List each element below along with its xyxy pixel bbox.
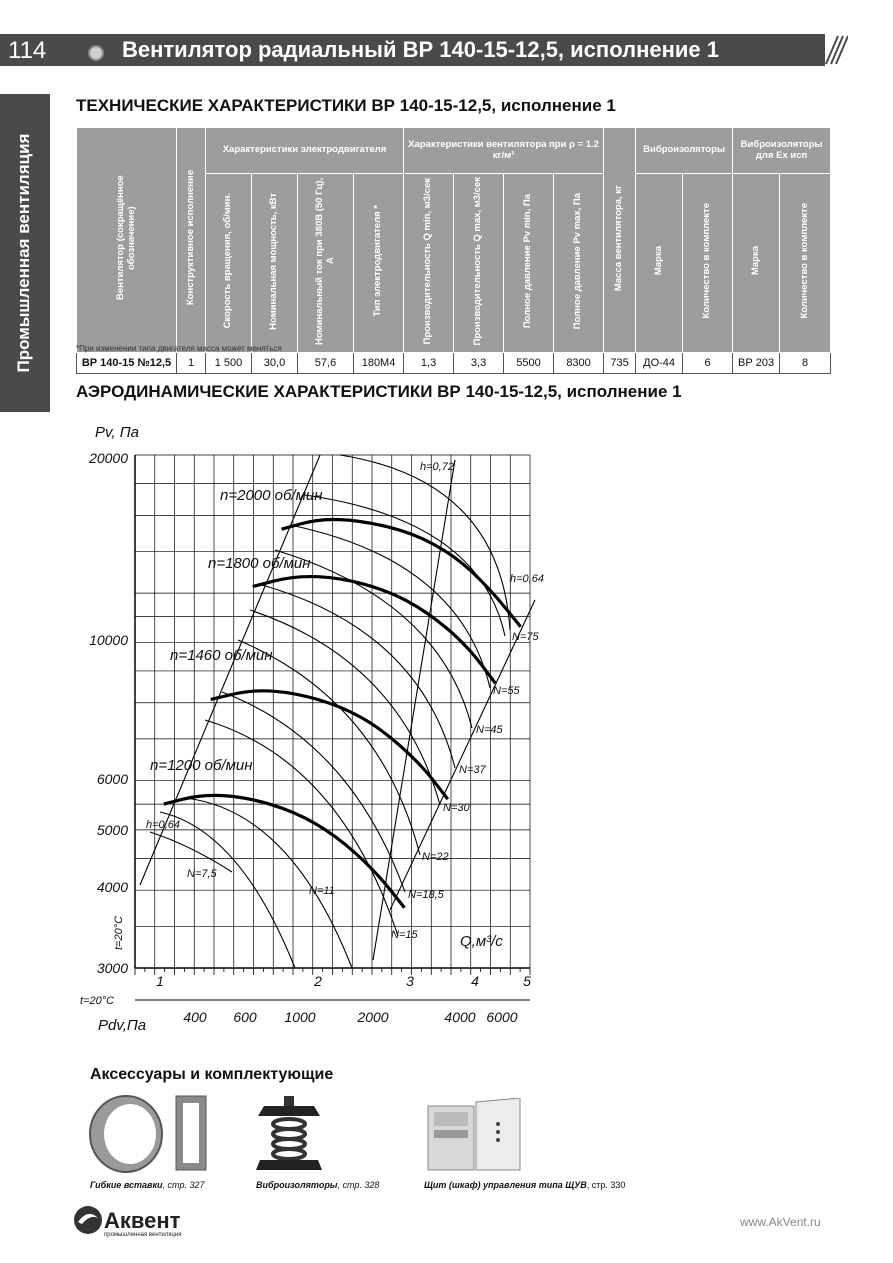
table-cell: ДО-44 [636,352,683,373]
table-cell: ВР 203 [733,352,780,373]
efficiency-label: h=0,64 [510,573,544,585]
power-label: N=37 [459,764,486,776]
power-label: N=11 [309,885,335,897]
specs-table [76,127,831,374]
x-tick-label: 3 [406,973,414,989]
speed-label: n=1200 об/мин [150,757,253,774]
side-tab-label: Промышленная вентиляция [14,133,33,373]
power-label: N=30 [443,802,470,814]
efficiency-label: h=0,64 [146,819,180,831]
y-tick-label: 5000 [96,822,128,838]
table-cell: 180М4 [354,352,404,373]
power-arc [222,692,405,892]
y-tick-label: 4000 [96,879,128,895]
y-tick-label: 20000 [89,450,128,466]
brand-name: Аквент [104,1208,181,1233]
power-label: N=55 [493,685,520,697]
vibration-isolator-image[interactable] [254,1092,324,1174]
x-tick-label: 2 [314,973,322,989]
pdv-tick-label: 1000 [284,1009,316,1025]
chart-speed-curves [164,519,521,907]
col-mass-header: Масса вентилятора, кг [604,128,636,353]
fan-group-header: Характеристики вентилятора при ρ = 1.2 кг/м³ [404,128,604,174]
col-qmax-header: Производительность Q max, м3/сек [454,174,504,353]
col-brand-ex-header: Марка [733,174,780,353]
table-cell: 735 [604,352,636,373]
motor-group-header: Характеристики электродвигателя [206,128,404,174]
table-cell: 1,3 [404,352,454,373]
efficiency-label: h=0,72 [420,461,454,473]
vib-ex-group-header: Виброизоляторы для Ex исп [733,128,831,174]
table-cell: 5500 [504,352,554,373]
table-cell: 1 500 [206,352,252,373]
table-cell: 30,0 [252,352,298,373]
pdv-axis-label: Pdv,Па [98,1017,147,1034]
table-cell: 8300 [554,352,604,373]
table-cell: 8 [780,352,831,373]
power-label: N=45 [476,724,503,736]
speed-label: n=1460 об/мин [170,647,273,664]
table-cell: 1 [177,352,206,373]
aero-chart [0,410,600,1050]
brand-tagline: промышленная вентиляция [104,1232,182,1238]
power-label: N=18,5 [408,889,444,901]
bullet-icon [88,45,104,61]
temp-label: t=20°C [80,995,115,1007]
accessory-caption[interactable]: Виброизоляторы, стр. 328 [256,1180,380,1190]
speed-curve [282,519,521,626]
col-speed-header: Скорость вращения, об/мин. [206,174,252,353]
power-label: N=7,5 [187,868,217,880]
col-design-header: Конструктивное исполнение [177,128,206,353]
col-current-header: Номинальный ток при 380В (50 Гц), А [298,174,354,353]
y-tick-label: 3000 [96,960,128,976]
x-tick-label: 5 [523,973,531,989]
page-number: 114 [8,37,47,64]
specs-title: ТЕХНИЧЕСКИЕ ХАРАКТЕРИСТИКИ ВР 140-15-12,5, исполнение 1 [76,96,616,115]
power-label: N=75 [512,631,539,643]
col-pvmin-header: Полное давление Pv min, Па [504,174,554,353]
x-tick-label: 1 [156,973,164,989]
speed-label: n=2000 об/мин [220,487,323,504]
table-row [77,352,831,373]
accessory-caption[interactable]: Щит (шкаф) управления типа ЩУВ, стр. 330 [424,1180,626,1190]
vib-group-header: Виброизоляторы [636,128,733,174]
footnote: *При изменении типа двигателя масса может меняться [76,344,282,353]
pdv-tick-label: 4000 [444,1009,476,1025]
col-qty-ex-header: Количество в комплекте [780,174,831,353]
col-qmin-header: Производительность Q min, м3/сек [404,174,454,353]
aero-title: АЭРОДИНАМИЧЕСКИЕ ХАРАКТЕРИСТИКИ ВР 140-15-12,5, исполнение 1 [76,382,682,401]
col-power-header: Номинальная мощность, кВт [252,174,298,353]
table-cell: ВР 140-15 №12,5 [77,352,177,373]
table-cell: 6 [683,352,733,373]
y-tick-label: 6000 [96,771,128,787]
chart-grid [135,455,530,975]
brand-logo-icon [72,1204,104,1236]
x-tick-label: 4 [471,973,479,989]
power-arc [340,455,510,630]
flexible-insert-image[interactable] [86,1092,226,1174]
col-motor-type-header: Тип электродвигателя * [354,174,404,353]
pdv-tick-label: 6000 [486,1009,518,1025]
chart-efficiency-curves [140,455,535,968]
page-title: Вентилятор радиальный ВР 140-15-12,5, исполнение 1 [122,37,719,62]
accessories-title: Аксессуары и комплектующие [90,1066,334,1083]
power-arc [185,798,352,968]
control-cabinet-image[interactable] [426,1098,526,1174]
website-link[interactable]: www.AkVent.ru [740,1215,821,1229]
pdv-tick-label: 600 [233,1009,257,1025]
y-axis-label: Pv, Па [95,424,139,441]
col-brand-header: Марка [636,174,683,353]
col-fan-header: Вентилятор (сокращённое обозначение) [77,128,177,353]
pdv-tick-label: 2000 [357,1009,389,1025]
power-label: N=15 [391,929,418,941]
speed-curve [211,691,448,799]
slash-decoration-icon [808,34,848,66]
x-axis-label: Q,м³/с [460,933,503,950]
pdv-tick-label: 400 [183,1009,207,1025]
y-tick-label: 10000 [89,632,128,648]
power-arc [150,832,232,872]
col-pvmax-header: Полное давление Pv max, Па [554,174,604,353]
table-cell: 3,3 [454,352,504,373]
power-label: N=22 [422,851,449,863]
table-cell: 57,6 [298,352,354,373]
speed-label: n=1800 об/мин [208,555,311,572]
col-qty-header: Количество в комплекте [683,174,733,353]
accessory-caption[interactable]: Гибкие вставки, стр. 327 [90,1180,205,1190]
temp-label-vertical: t=20°C [113,915,125,950]
